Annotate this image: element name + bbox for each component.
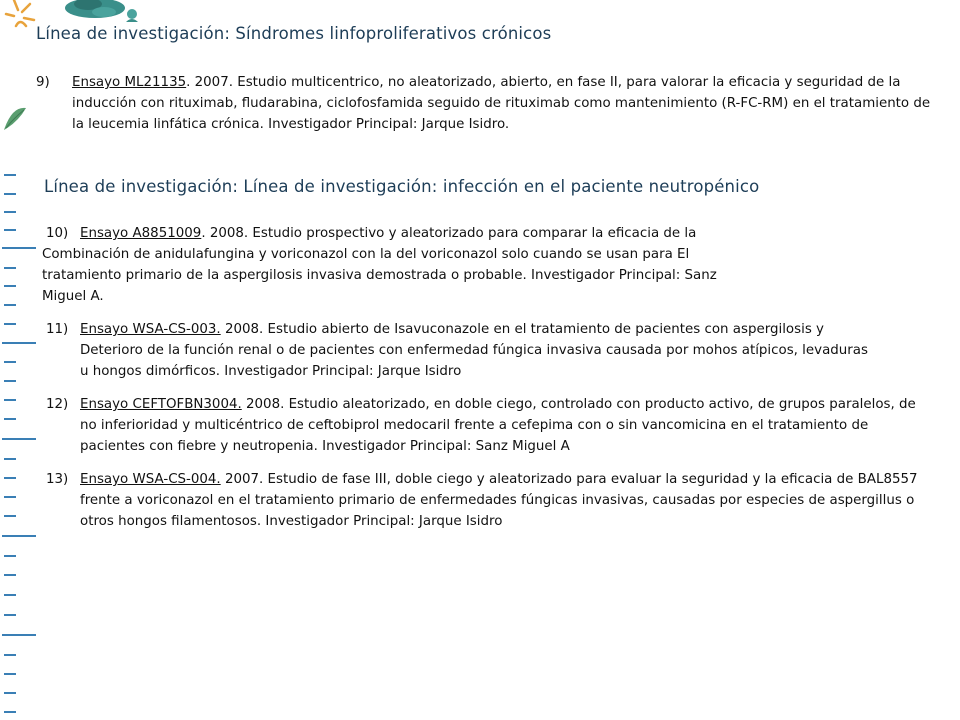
trial-entry-12 bbox=[42, 394, 942, 457]
trial-entry-13 bbox=[42, 469, 942, 532]
trial-text: . 2008. Estudio prospectivo y aleatorizado para comparar la eficacia de la bbox=[201, 226, 697, 241]
trial-entry-10 bbox=[42, 223, 942, 307]
trial-entry-9 bbox=[36, 72, 936, 135]
trial-title-link[interactable]: Ensayo WSA-CS-003. bbox=[80, 322, 221, 337]
trial-description bbox=[42, 319, 880, 382]
trial-text: 2007. Estudio de fase III, doble ciego y aleatorizado para evaluar la seguridad y la eficacia de BAL8557 frente a voriconazol en el tratamiento primario de enfermedades fúngicas invasivas, causadas por especies de aspergillus o otros hongos filamentosos. Investigador Principal: Jarque Isidro bbox=[80, 472, 918, 529]
trial-text: 2008. Estudio abierto de Isavuconazole en el tratamiento de pacientes con aspergilosis y Deterioro de la función renal o de pacientes con enfermedad fúngica invasiva causada por mohos atípicos, levaduras u hongos dimórficos. Investigador Principal: Jarque Isidro bbox=[80, 322, 868, 379]
trial-description bbox=[42, 469, 950, 532]
trial-description bbox=[36, 72, 936, 135]
trial-number: 11) bbox=[46, 322, 69, 337]
trial-number: 9) bbox=[36, 75, 50, 90]
trial-list-neutropenic-infection bbox=[42, 223, 942, 532]
trial-title-link[interactable]: Ensayo ML21135 bbox=[72, 75, 187, 90]
section-heading-neutropenic-infection: Línea de investigación: Línea de investigación: infección en el paciente neutropénico bbox=[44, 177, 760, 196]
trial-text: 2008. Estudio aleatorizado, en doble ciego, controlado con producto activo, de grupos paralelos, de no inferioridad y multicéntrico de ceftobiprol medocaril frente a cefepima con o sin vancomicina en el tratamiento de pacientes con fiebre y neutropenia. Investigador Principal: Sanz Miguel A bbox=[80, 397, 916, 454]
section-heading-lymphoproliferative: Línea de investigación: Síndromes linfoproliferativos crónicos bbox=[36, 24, 552, 43]
left-margin-decoration-icon bbox=[0, 100, 40, 720]
trial-number: 13) bbox=[46, 472, 69, 487]
trial-text-continuation: Combinación de anidulafungina y voriconazol con la del voriconazol solo cuando se usan para El tratamiento primario de la aspergilosis invasiva demostrada o probable. Investigador Principal: Sanz Miguel A. bbox=[42, 247, 717, 304]
trial-description bbox=[42, 394, 928, 457]
trial-text: . 2007. Estudio multicentrico, no aleatorizado, abierto, en fase II, para valorar la eficacia y seguridad de la inducción con rituximab, fludarabina, ciclofosfamida seguido de rituximab como mantenimiento (R-FC-RM) en el tratamiento de la leucemia linfática crónica. Investigador Principal: Jarque Isidro. bbox=[72, 75, 931, 132]
trial-first-line bbox=[42, 223, 942, 244]
trial-title-link[interactable]: Ensayo A8851009 bbox=[80, 226, 202, 241]
trial-entry-11 bbox=[42, 319, 942, 382]
trial-list-lymphoproliferative bbox=[36, 72, 936, 135]
trial-title-link[interactable]: Ensayo CEFTOFBN3004. bbox=[80, 397, 242, 412]
trial-number: 10) bbox=[46, 226, 69, 241]
trial-number: 12) bbox=[46, 397, 69, 412]
trial-title-link[interactable]: Ensayo WSA-CS-004. bbox=[80, 472, 221, 487]
